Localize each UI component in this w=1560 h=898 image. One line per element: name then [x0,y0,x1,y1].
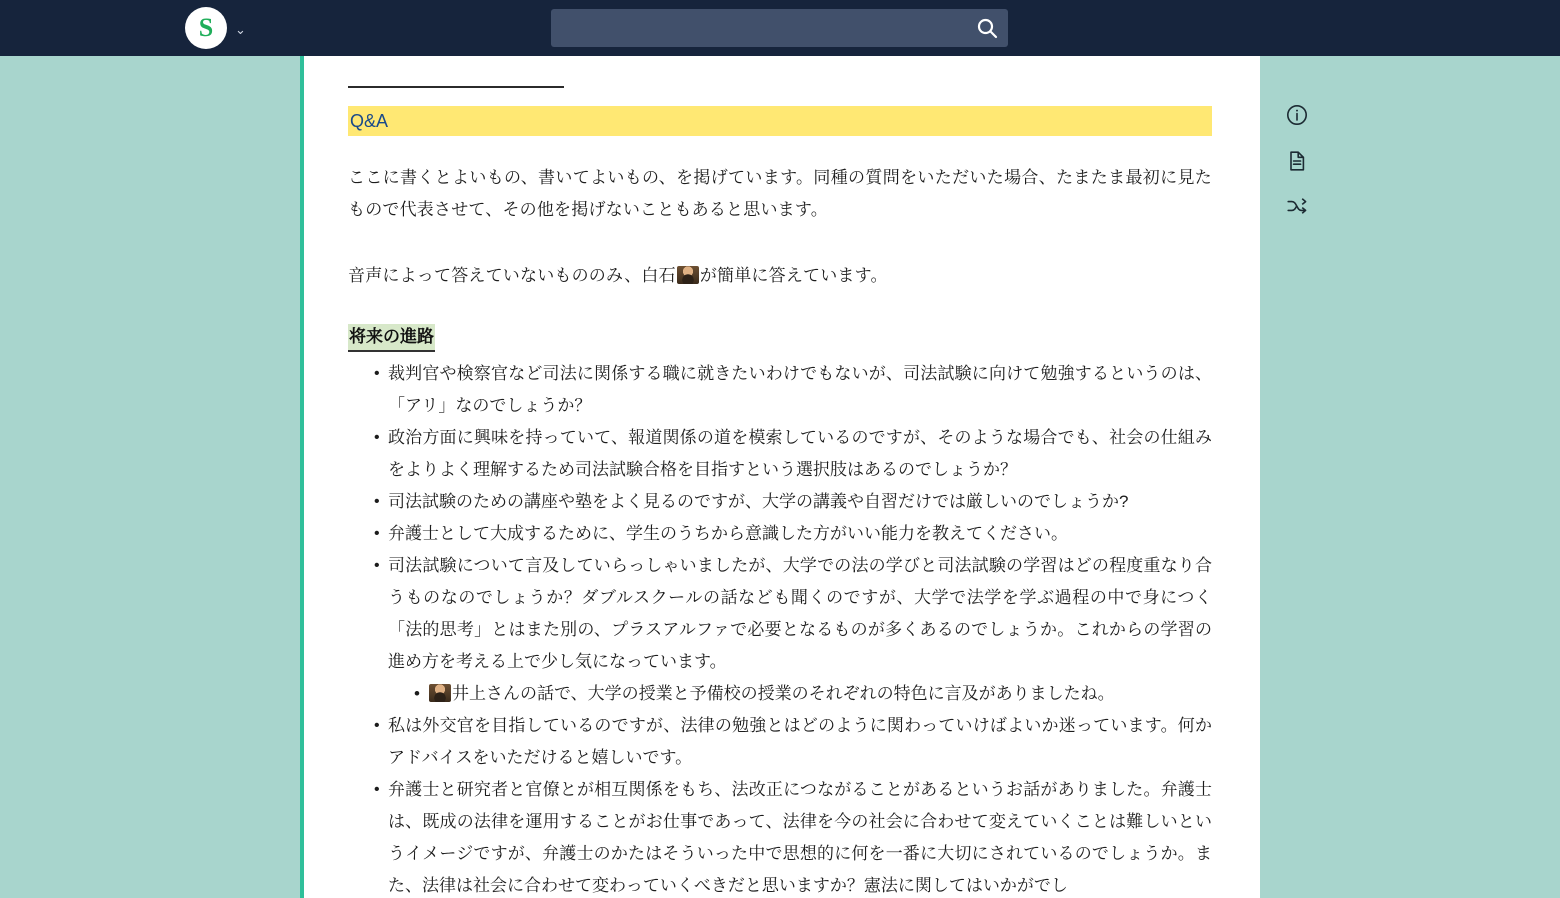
avatar-icon [429,684,451,702]
horizontal-rule [348,86,564,88]
search-bar[interactable] [551,9,1008,47]
document-page [300,56,1260,898]
list-item: • 政治方面に興味を持っていて、報道関係の道を模索しているのですが、そのような場合でも、社会の仕組みをよりよく理解するため司法試験合格を目指すという選択肢はあるのでしょうか？ [374,422,1212,486]
logo-area[interactable] [185,7,246,49]
document-icon[interactable] [1280,144,1314,178]
question-list [348,358,1212,898]
search-input[interactable] [551,20,966,37]
list-item: • 私は外交官を目指しているのですが、法律の勉強とはどのように関わっていけばよいか迷っています。何かアドバイスをいただけると嬉しいです。 [374,710,1212,774]
list-item: • 弁護士として大成するために、学生のうちから意識した方がいい能力を教えてください。 [374,518,1212,550]
section-heading-qa: Q&A [348,106,1212,136]
app-logo-icon[interactable] [185,7,227,49]
list-item-text: 司法試験について言及していらっしゃいましたが、大学での法の学びと司法試験の学習はどの程度重なり合うものなのでしょうか？ダブルスクールの話なども聞くのですが、大学で法学を学ぶ過程の中で身につく「法的思考」とはまた別の、プラスアルファで必要となるものが多くあるのでしょうか。これからの学習の進め方を考える上で少し気になっています。 [388,556,1212,671]
logo-glyph: S [198,13,214,42]
list-item: • 弁護士と研究者と官僚とが相互関係をもち、法改正につながることがあるというお話がありました。弁護士は、既成の法律を運用することがお仕事であって、法律を今の社会に合わせて変えていくことは難しいというイメージですが、弁護士のかたはそういった中で思想的に何を一番に大切にされているのでしょうか。また、法律は社会に合わせて変わっていくべきだと思いますか？憲法に関してはいかがでし [374,774,1212,898]
sub-question-list [388,678,1212,710]
right-rail [1260,56,1560,898]
sub-list-item-text: 井上さんの話で、大学の授業と予備校の授業のそれぞれの特色に言及がありましたね。 [452,684,1115,703]
search-icon[interactable] [966,9,1008,47]
list-item: • 裁判官や検察官など司法に関係する職に就きたいわけでもないが、司法試験に向けて勉強するというのは、「アリ」なのでしょうか？ [374,358,1212,422]
avatar-icon [677,266,699,284]
chevron-down-icon[interactable]: ⌄ [235,21,246,37]
list-item [374,550,1212,710]
info-icon[interactable] [1280,98,1314,132]
list-item: • 司法試験のための講座や塾をよく見るのですが、大学の講義や自習だけでは厳しいのでしょうか? [374,486,1212,518]
intro-paragraph-2-suffix: が簡単に答えています。 [699,266,888,285]
intro-paragraph-2 [348,260,1212,292]
intro-paragraph-1: ここに書くとよいもの、書いてよいもの、を掲げています。同種の質問をいただいた場合、たまたま最初に見たもので代表させて、その他を掲げないこともあると思います。 [348,168,1212,219]
sub-list-item [414,678,1212,710]
subsection-title-future-path: 将来の進路 [348,324,435,352]
shuffle-icon[interactable] [1280,190,1314,224]
left-pane [0,56,300,898]
intro-paragraph-2-prefix: 音声によって答えていないもののみ、白石 [348,266,676,285]
top-bar [0,0,1560,56]
